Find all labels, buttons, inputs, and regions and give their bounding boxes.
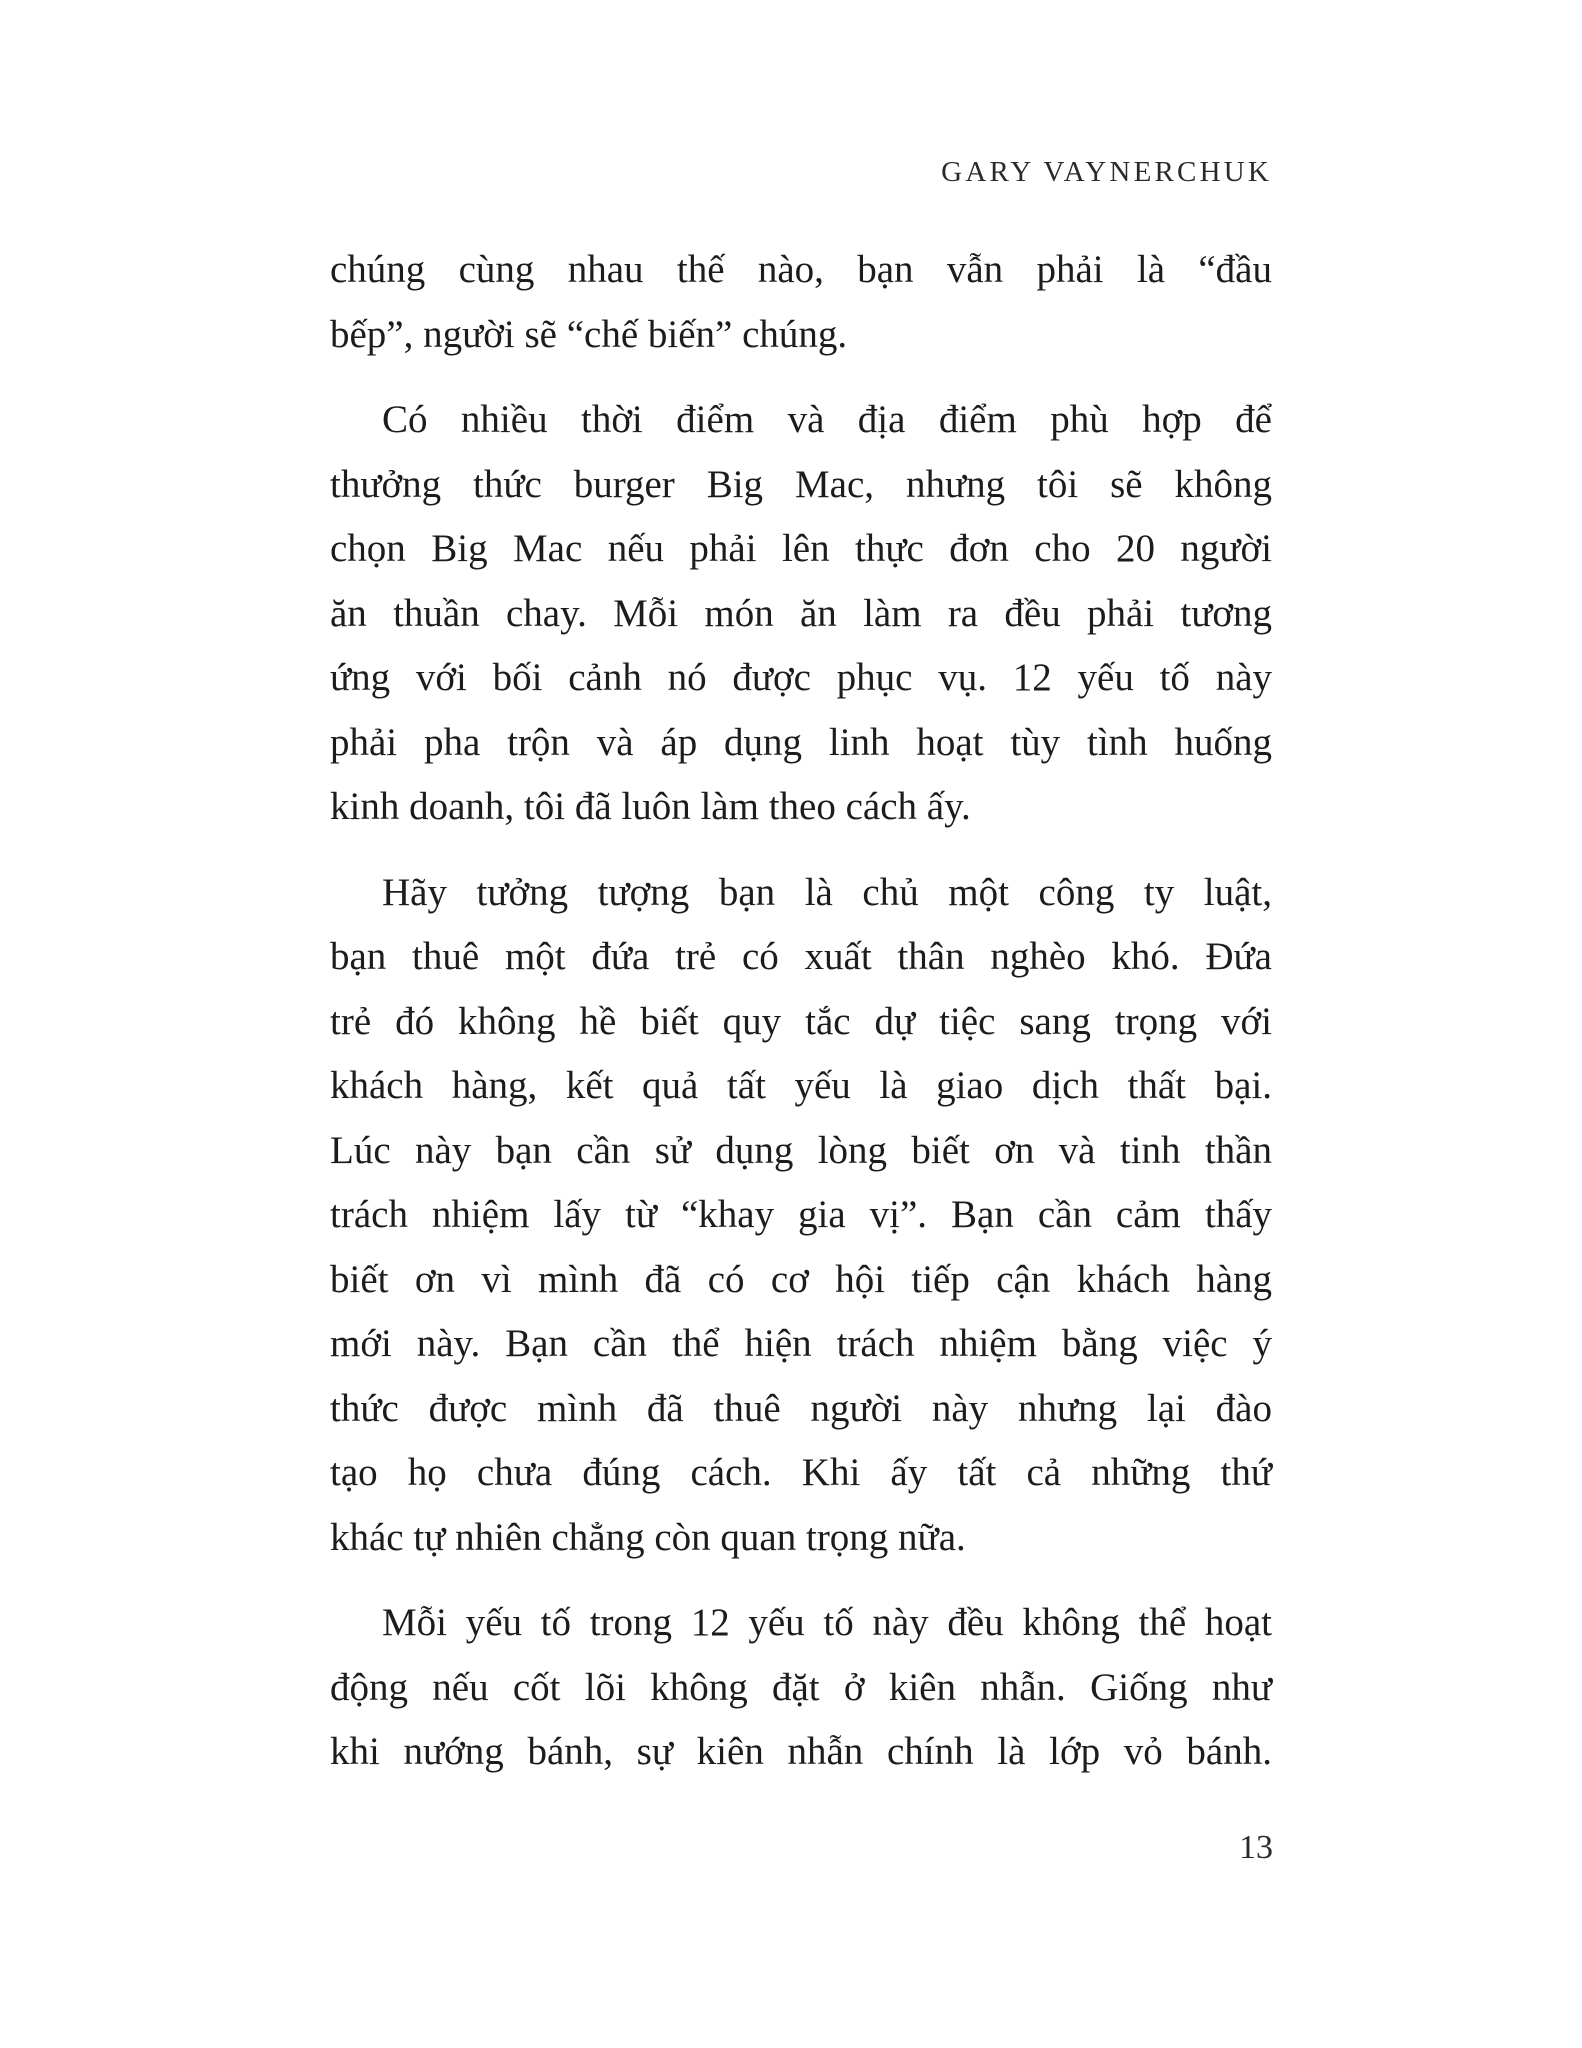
text-line: Mỗi yếu tố trong 12 yếu tố này đều không thể hoạt (382, 1601, 1272, 1644)
text-line: Lúc này bạn cần sử dụng lòng biết ơn và tinh thần (330, 1128, 1272, 1172)
running-head-author: GARY VAYNERCHUK (941, 156, 1272, 188)
paragraph-3 (330, 861, 1272, 1571)
text-line: tạo họ chưa đúng cách. Khi ấy tất cả những thứ (330, 1451, 1272, 1494)
paragraph-4 (330, 1591, 1272, 1785)
text-line: khách hàng, kết quả tất yếu là giao dịch thất bại. (330, 1064, 1272, 1107)
text-line: chúng cùng nhau thế nào, bạn vẫn phải là “đầu (330, 248, 1272, 291)
text-line: trẻ đó không hề biết quy tắc dự tiệc sang trọng với (330, 999, 1272, 1043)
text-line: kinh doanh, tôi đã luôn làm theo cách ấy. (330, 785, 971, 828)
text-line: động nếu cốt lõi không đặt ở kiên nhẫn. Giống như (330, 1665, 1272, 1709)
body-text (330, 238, 1272, 1806)
text-line: chọn Big Mac nếu phải lên thực đơn cho 20 người (330, 527, 1272, 570)
text-line: mới này. Bạn cần thể hiện trách nhiệm bằng việc ý (330, 1322, 1272, 1365)
text-line: phải pha trộn và áp dụng linh hoạt tùy tình huống (330, 720, 1272, 764)
text-line: Có nhiều thời điểm và địa điểm phù hợp để (382, 398, 1272, 441)
text-line: khác tự nhiên chẳng còn quan trọng nữa. (330, 1515, 966, 1559)
page-number: 13 (1239, 1829, 1273, 1866)
text-line: trách nhiệm lấy từ “khay gia vị”. Bạn cần cảm thấy (330, 1193, 1272, 1236)
text-line: bạn thuê một đứa trẻ có xuất thân nghèo khó. Đứa (330, 935, 1272, 978)
paragraph-2 (330, 388, 1272, 840)
text-line: biết ơn vì mình đã có cơ hội tiếp cận khách hàng (330, 1257, 1272, 1301)
text-line: khi nướng bánh, sự kiên nhẫn chính là lớp vỏ bánh. (330, 1730, 1272, 1773)
paragraph-1 (330, 238, 1272, 367)
text-line: thức được mình đã thuê người này nhưng lại đào (330, 1386, 1272, 1430)
text-line: thưởng thức burger Big Mac, nhưng tôi sẽ không (330, 462, 1272, 506)
text-line: ăn thuần chay. Mỗi món ăn làm ra đều phải tương (330, 591, 1272, 635)
text-line: Hãy tưởng tượng bạn là chủ một công ty luật, (382, 870, 1272, 914)
text-line: bếp”, người sẽ “chế biến” chúng. (330, 312, 848, 356)
text-line: ứng với bối cảnh nó được phục vụ. 12 yếu tố này (330, 656, 1272, 699)
